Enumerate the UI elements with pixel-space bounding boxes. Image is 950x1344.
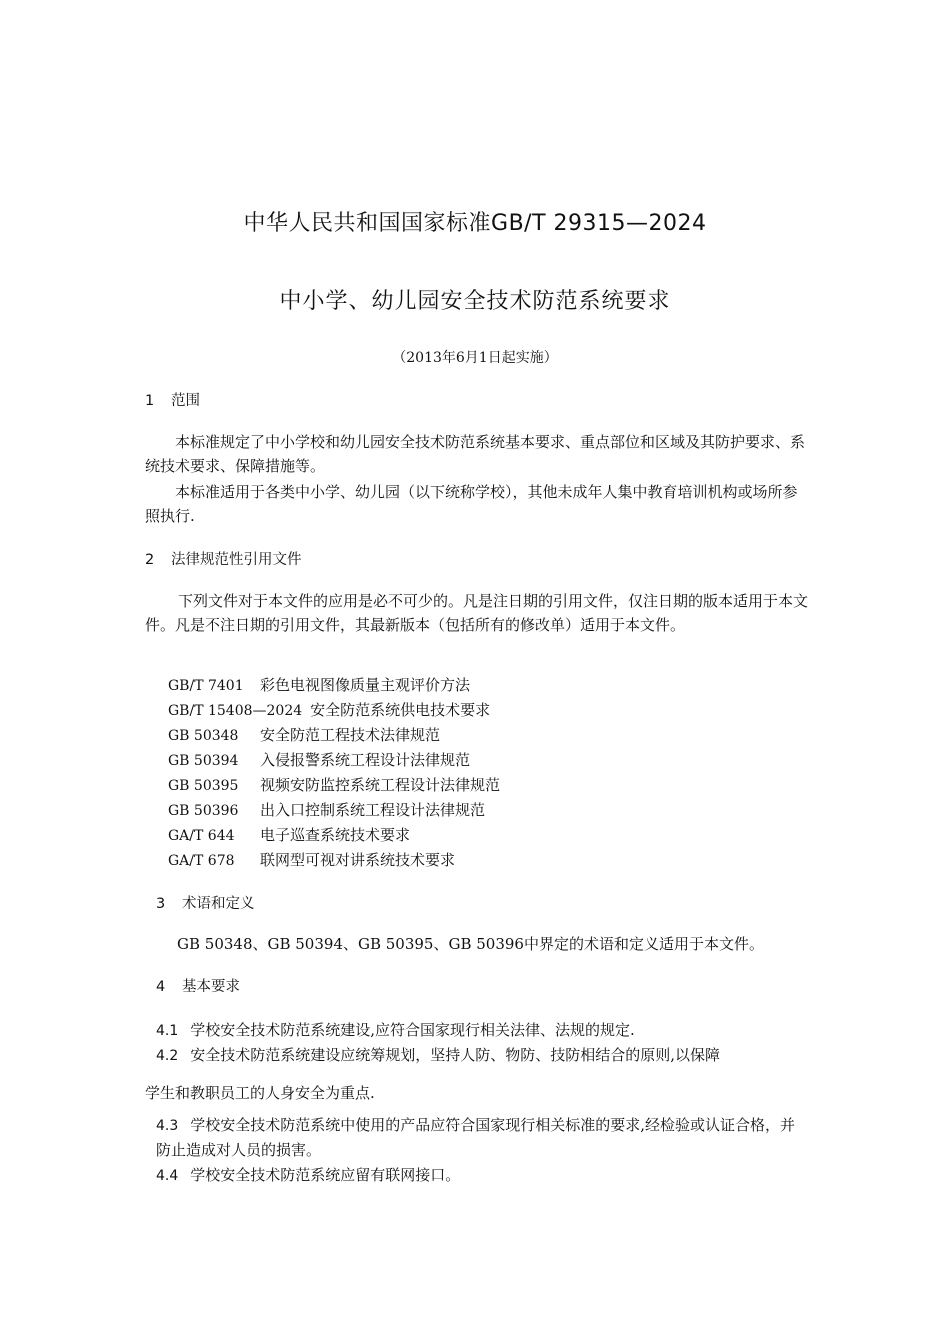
reference-title: 视频安防监控系统工程设计法律规范 <box>260 776 501 794</box>
section-title: 术语和定义 <box>182 896 255 912</box>
reference-code: GB/T 7401 <box>168 678 244 694</box>
clause-4-4 <box>156 1163 811 1188</box>
clause-4-2-continuation: 学生和教职员工的人身安全为重点. <box>145 1084 375 1102</box>
clause-number: 4.2 <box>156 1048 179 1064</box>
clause-number: 4.3 <box>156 1118 179 1134</box>
reference-item <box>168 723 440 749</box>
section-4-heading <box>156 975 240 996</box>
clause-number: 4.1 <box>156 1023 179 1039</box>
reference-title: 安全防范系统供电技术要求 <box>310 701 491 719</box>
reference-title: 联网型可视对讲系统技术要求 <box>260 851 456 869</box>
section-title: 基本要求 <box>182 979 240 995</box>
section-3-heading <box>156 892 255 913</box>
reference-title: 电子巡查系统技术要求 <box>260 826 411 844</box>
document-subtitle: 中小学、幼儿园安全技术防范系统要求 <box>279 289 671 314</box>
section-2-heading <box>145 548 302 569</box>
section-number: 1 <box>145 393 155 409</box>
clause-text: 学校安全技术防范系统中使用的产品应符合国家现行相关标准的要求,经检验或认证合格，并防止造成对人员的损害。 <box>156 1116 796 1159</box>
section-1-paragraph-1: 本标准规定了中小学校和幼儿园安全技术防范系统基本要求、重点部位和区域及其防护要求、系统技术要求、保障措施等。 <box>145 433 806 475</box>
reference-code: GA/T 678 <box>168 853 235 869</box>
reference-item <box>168 798 485 824</box>
reference-title: 入侵报警系统工程设计法律规范 <box>260 751 471 769</box>
section-1-heading <box>145 389 200 410</box>
reference-code: GB 50396 <box>168 803 239 819</box>
reference-item <box>168 748 470 774</box>
clause-text: 安全技术防范系统建设应统筹规划，坚持人防、物防、技防相结合的原则,以保障 <box>190 1046 721 1064</box>
effective-date: （2013年6月1日起实施） <box>392 350 558 366</box>
clause-number: 4.4 <box>156 1168 179 1184</box>
reference-title: 彩色电视图像质量主观评价方法 <box>260 676 471 694</box>
reference-code: GB 50394 <box>168 753 239 769</box>
reference-item <box>168 848 455 874</box>
section-3-paragraph: GB 50348、GB 50394、GB 50395、GB 50396中界定的术语和定义适用于本文件。 <box>177 935 764 953</box>
clause-4-3 <box>156 1113 798 1162</box>
reference-item <box>168 823 410 849</box>
reference-code: GB/T 15408—2024 <box>168 703 303 719</box>
document-title: 中华人民共和国国家标准GB/T 29315—2024 <box>243 211 707 236</box>
reference-code: GB 50348 <box>168 728 239 744</box>
clause-4-1 <box>156 1018 811 1043</box>
clause-4-2 <box>156 1043 816 1068</box>
section-title: 法律规范性引用文件 <box>171 552 302 568</box>
section-1-paragraph-2: 本标准适用于各类中小学、幼儿园（以下统称学校），其他未成年人集中教育培训机构或场所参照执行. <box>145 483 798 525</box>
reference-item <box>168 773 500 799</box>
clause-text: 学校安全技术防范系统应留有联网接口。 <box>190 1166 461 1184</box>
reference-item <box>168 673 470 699</box>
reference-code: GB 50395 <box>168 778 239 794</box>
section-title: 范围 <box>171 393 200 409</box>
reference-title: 出入口控制系统工程设计法律规范 <box>260 801 486 819</box>
reference-code: GA/T 644 <box>168 828 235 844</box>
section-2-intro: 下列文件对于本文件的应用是必不可少的。凡是注日期的引用文件，仅注日期的版本适用于本文件。凡是不注日期的引用文件，其最新版本（包括所有的修改单）适用于本文件。 <box>145 592 809 634</box>
section-number: 4 <box>156 979 166 995</box>
clause-text: 学校安全技术防范系统建设,应符合国家现行相关法律、法规的规定. <box>190 1021 635 1039</box>
reference-title: 安全防范工程技术法律规范 <box>260 726 441 744</box>
section-number: 2 <box>145 552 155 568</box>
section-number: 3 <box>156 896 166 912</box>
reference-item <box>168 698 490 724</box>
